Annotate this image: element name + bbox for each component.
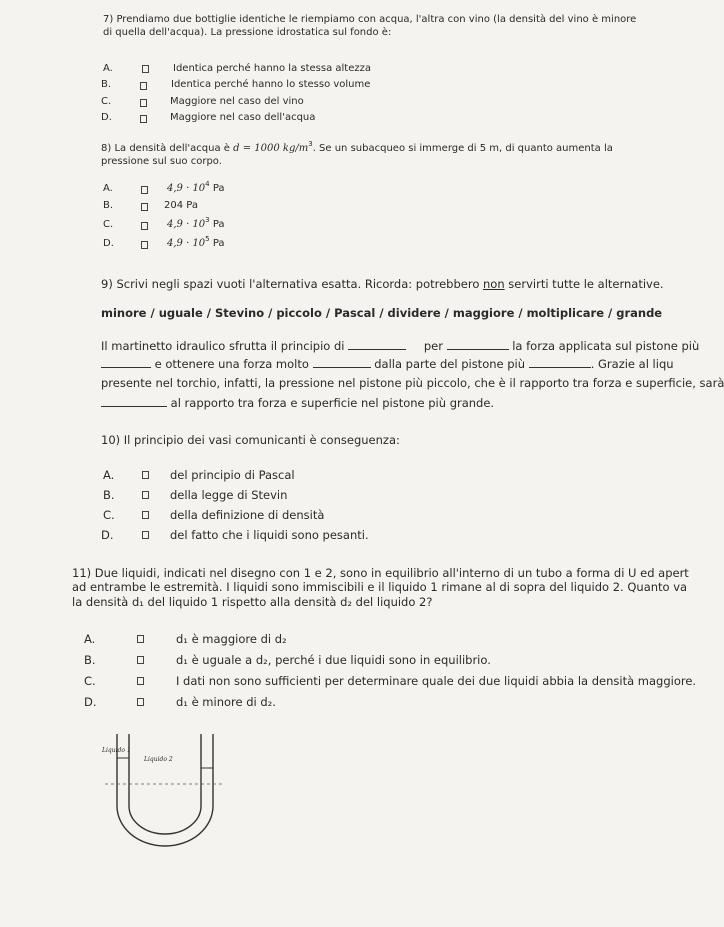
q10-title: 10) Il principio dei vasi comunicanti è conseguenza: — [101, 433, 400, 447]
q9-sentence-line2: e ottenere una forza molto dalla parte del pistone più . Grazie al liqu — [101, 357, 674, 371]
checkbox[interactable] — [142, 491, 149, 499]
checkbox[interactable] — [137, 656, 144, 664]
option-letter: B. — [84, 653, 96, 667]
blank-4[interactable] — [313, 358, 371, 368]
q9-sentence-line1: Il martinetto idraulico sfrutta il principio di per la forza applicata sul pistone più — [101, 339, 700, 353]
blank-2[interactable] — [447, 340, 509, 350]
option-value: $4,9 \cdot 10^3$ Pa — [167, 216, 225, 230]
option-letter: C. — [103, 508, 115, 522]
checkbox[interactable] — [140, 99, 147, 107]
option-letter: C. — [101, 96, 112, 107]
q7-line2: di quella dell'acqua). La pressione idrostatica sul fondo è: — [103, 27, 392, 38]
option-letter: D. — [101, 112, 112, 123]
label-liquido-1: Liquido 1 — [102, 747, 131, 754]
option-letter: A. — [103, 183, 113, 194]
q7-line1: 7) Prendiamo due bottiglie identiche le riempiamo con acqua, l'altra con vino (la densità del vino è minore — [103, 14, 637, 25]
option-text: d₁ è maggiore di d₂ — [176, 632, 287, 646]
option-letter: A. — [103, 63, 113, 74]
option-letter: A. — [103, 468, 115, 482]
checkbox[interactable] — [140, 115, 147, 123]
q11-line2: ad entrambe le estremità. I liquidi sono immiscibili e il liquido 1 rimane al di sopra del liquido 2. Quanto va — [72, 580, 688, 594]
option-letter: D. — [84, 695, 97, 709]
option-letter: D. — [103, 238, 114, 249]
blank-3[interactable] — [101, 358, 151, 368]
option-text: della legge di Stevin — [170, 488, 288, 502]
q11-line3: la densità d₁ del liquido 1 rispetto alla densità d₂ del liquido 2? — [72, 595, 433, 609]
checkbox[interactable] — [141, 186, 148, 194]
option-text: del principio di Pascal — [170, 468, 295, 482]
u-tube-figure — [102, 728, 225, 848]
option-text: della definizione di densità — [170, 508, 325, 522]
option-letter: D. — [101, 528, 114, 542]
checkbox[interactable] — [142, 531, 149, 539]
blank-5[interactable] — [529, 358, 591, 368]
option-text: del fatto che i liquidi sono pesanti. — [170, 528, 369, 542]
blank-1[interactable] — [348, 340, 406, 350]
q11-line1: 11) Due liquidi, indicati nel disegno con 1 e 2, sono in equilibrio all'interno di un tubo a forma di U ed apert — [72, 566, 689, 580]
option-letter: A. — [84, 632, 96, 646]
u-tube-diagram — [105, 728, 225, 848]
option-value: $4,9 \cdot 10^5$ Pa — [167, 235, 225, 249]
checkbox[interactable] — [141, 222, 148, 230]
option-text: d₁ è uguale a d₂, perché i due liquidi sono in equilibrio. — [176, 653, 491, 667]
option-value: 204 Pa — [164, 200, 198, 211]
checkbox[interactable] — [140, 82, 147, 90]
checkbox[interactable] — [142, 471, 149, 479]
option-text: I dati non sono sufficienti per determinare quale dei due liquidi abbia la densità maggiore. — [176, 674, 697, 688]
option-letter: C. — [103, 219, 114, 230]
option-text: Identica perché hanno la stessa altezza — [173, 63, 371, 74]
option-letter: B. — [103, 488, 115, 502]
option-letter: B. — [101, 79, 112, 90]
q8-line2: pressione sul suo corpo. — [101, 156, 222, 167]
option-value: $4,9 \cdot 10^4$ Pa — [167, 180, 225, 194]
checkbox[interactable] — [137, 635, 144, 643]
option-text: Identica perché hanno lo stesso volume — [171, 79, 371, 90]
option-text: Maggiore nel caso dell'acqua — [170, 112, 316, 123]
checkbox[interactable] — [137, 677, 144, 685]
checkbox[interactable] — [137, 698, 144, 706]
label-liquido-2: Liquido 2 — [144, 756, 173, 763]
option-text: d₁ è minore di d₂. — [176, 695, 276, 709]
q9-word-bank: minore / uguale / Stevino / piccolo / Pascal / dividere / maggiore / moltiplicare / grande — [101, 306, 663, 320]
checkbox[interactable] — [141, 241, 148, 249]
q8-line1: 8) La densità dell'acqua è d = 1000 $kg/m^3$. Se un subacqueo si immerge di 5 m, di quanto aumenta la — [101, 140, 613, 154]
checkbox[interactable] — [141, 203, 148, 211]
checkbox[interactable] — [142, 511, 149, 519]
option-text: Maggiore nel caso del vino — [170, 96, 304, 107]
q9-sentence-line3: presente nel torchio, infatti, la pressione nel pistone più piccolo, che è il rapporto tra forza e superficie, sarà — [101, 376, 724, 390]
checkbox[interactable] — [142, 65, 149, 73]
option-letter: C. — [84, 674, 96, 688]
q9-instructions: 9) Scrivi negli spazi vuoti l'alternativa esatta. Ricorda: potrebbero non servirti tutte le alternative. — [101, 277, 664, 291]
blank-6[interactable] — [101, 397, 167, 407]
q9-sentence-line4: al rapporto tra forza e superficie nel pistone più grande. — [101, 396, 494, 410]
option-letter: B. — [103, 200, 114, 211]
